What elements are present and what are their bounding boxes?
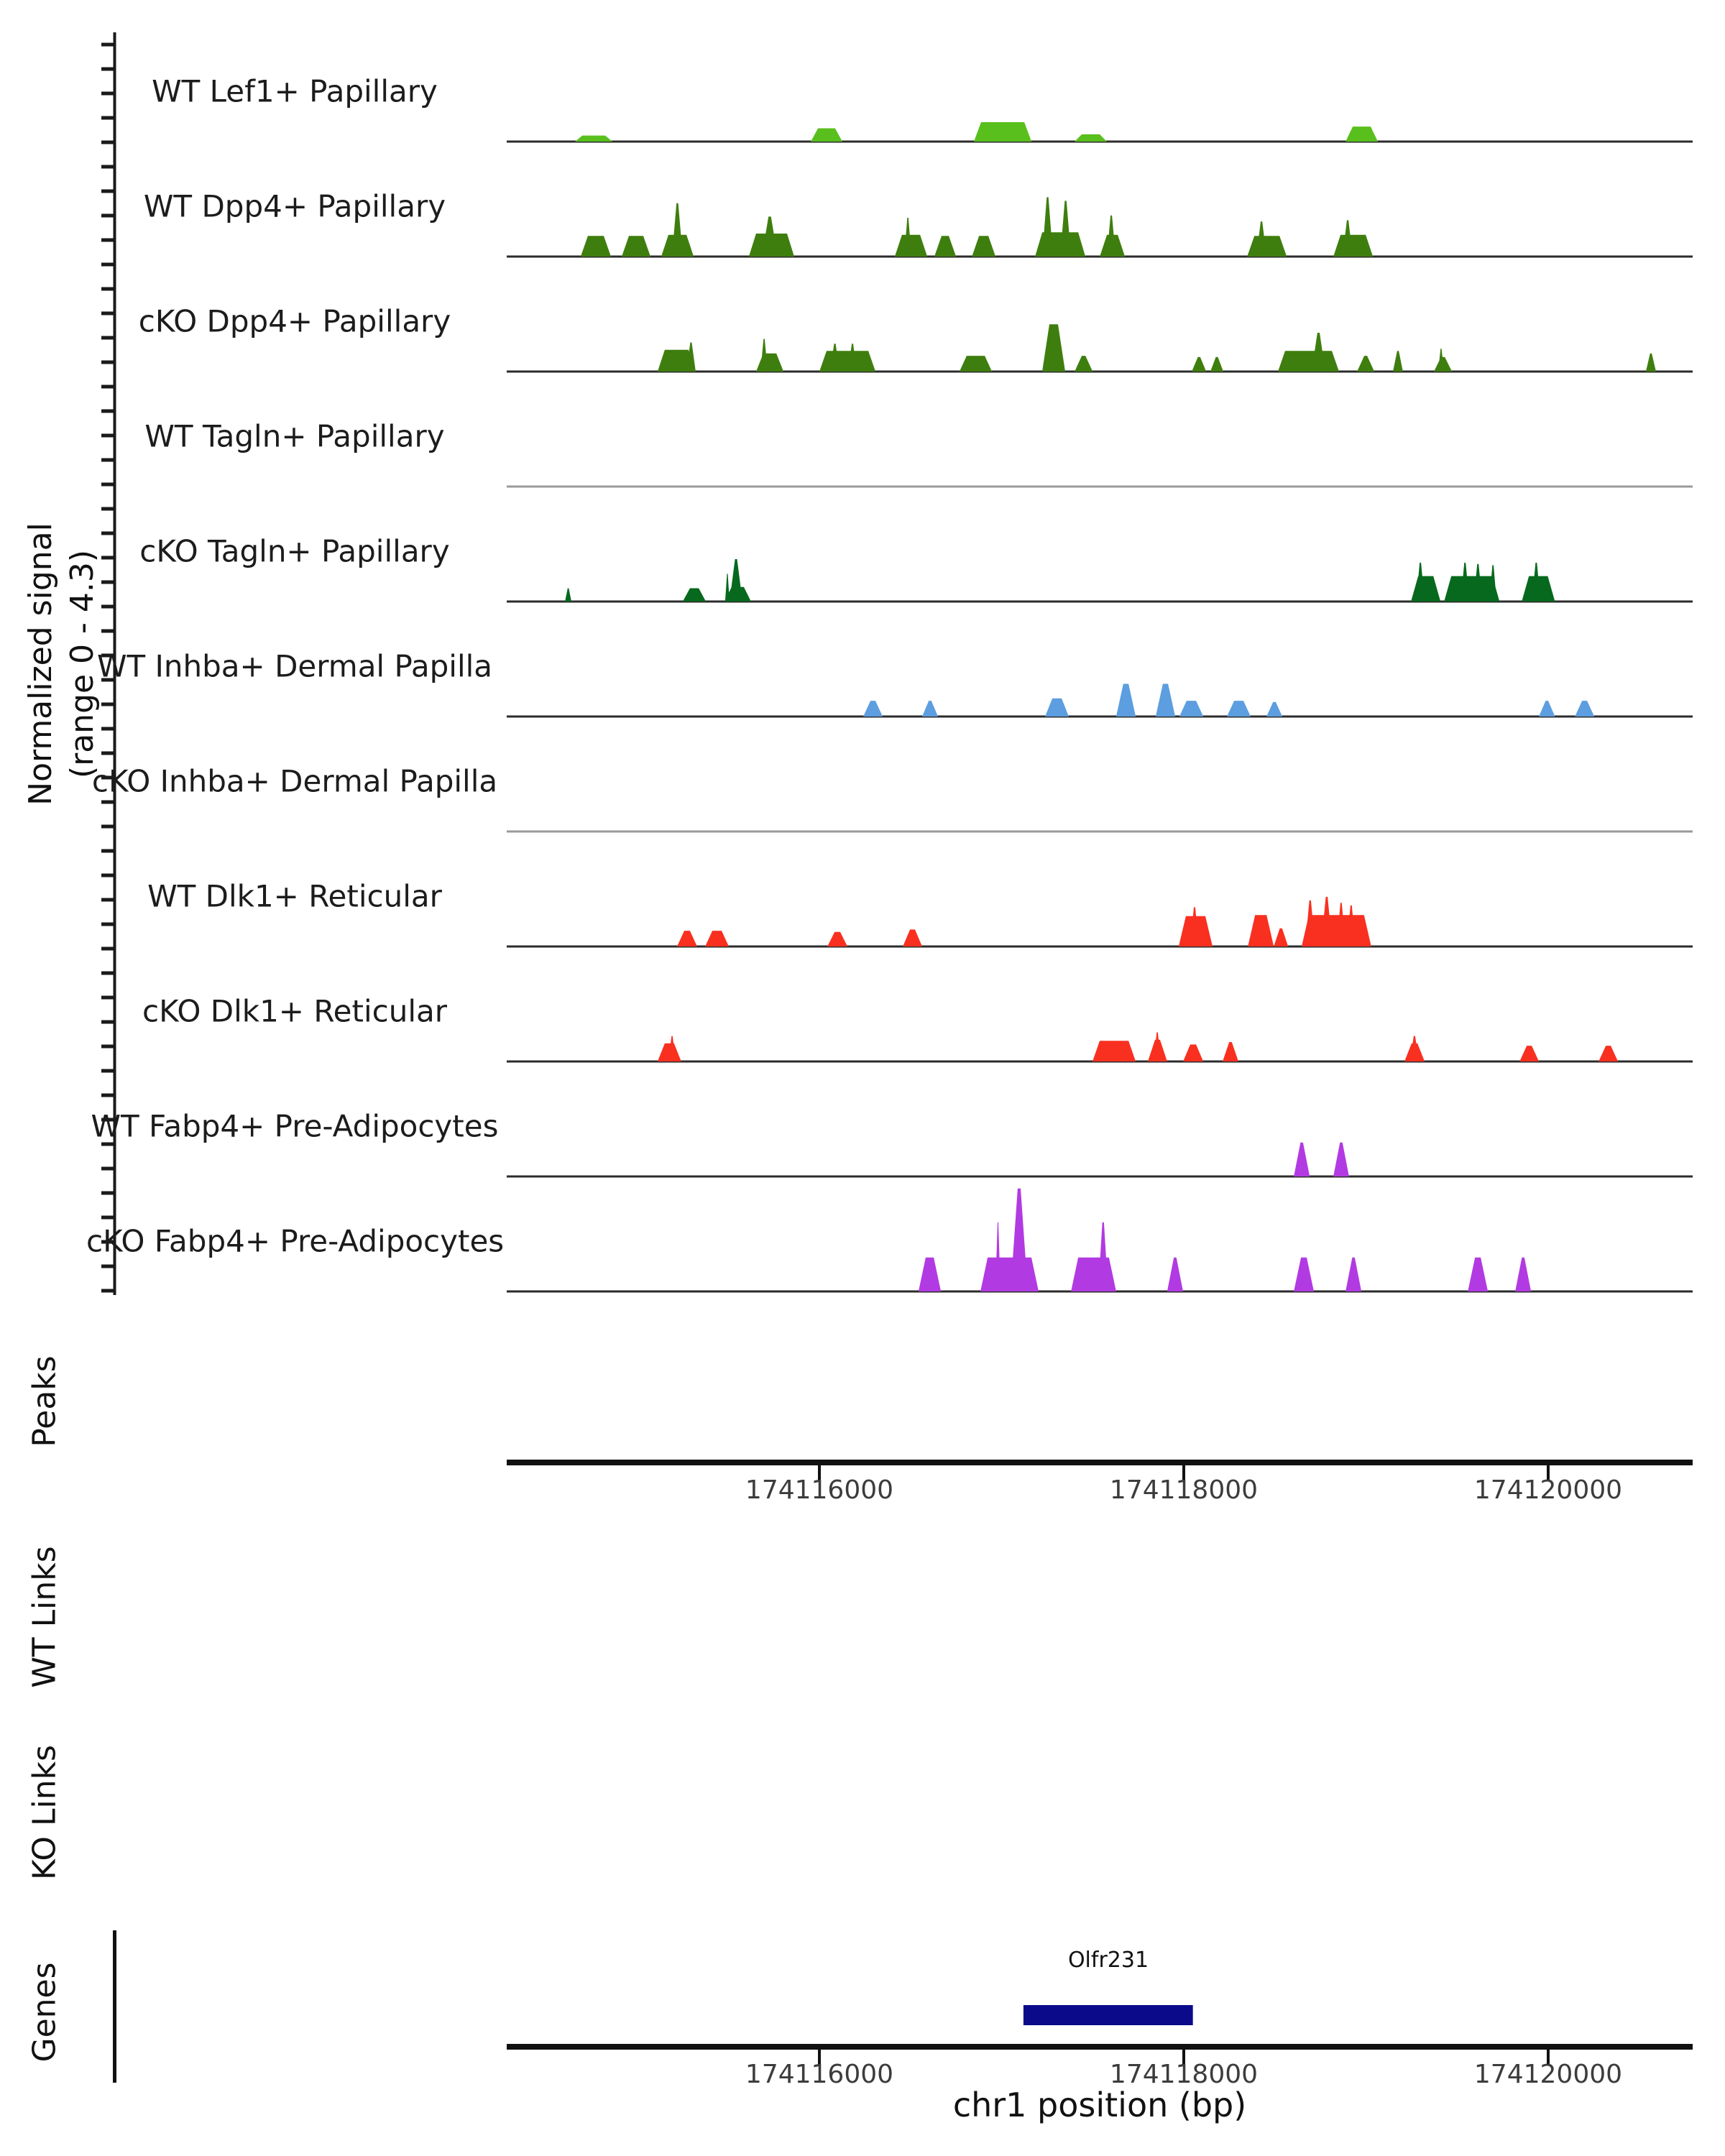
section-label-wt-links: WT Links: [26, 1546, 63, 1688]
signal-peak: [1060, 201, 1071, 257]
track-label: cKO Fabp4+ Pre-Adipocytes: [86, 1223, 505, 1259]
signal-peak: [980, 1258, 1039, 1291]
signal-peak: [1071, 1258, 1116, 1291]
signal-peak: [1227, 701, 1251, 717]
signal-peak: [575, 136, 612, 142]
signal-peak: [1156, 684, 1175, 717]
signal-peak: [1357, 356, 1374, 372]
gene-label-olfr231: Olfr231: [1067, 1948, 1149, 1973]
track-label: cKO Dlk1+ Reticular: [142, 993, 447, 1029]
signal-peak: [677, 931, 697, 946]
signal-peak: [756, 354, 783, 372]
position-axis-top-tick-label: 174118000: [1109, 1475, 1259, 1505]
track-label: WT Tagln+ Papillary: [144, 418, 445, 454]
signal-peak: [960, 356, 992, 372]
signal-peak: [1598, 1046, 1618, 1061]
signal-peak: [1266, 702, 1282, 717]
signal-peak: [1346, 126, 1378, 142]
signal-peak: [1042, 197, 1053, 257]
signal-peak: [974, 122, 1031, 142]
signal-peak: [1098, 1222, 1108, 1291]
track-label: WT Lef1+ Papillary: [152, 73, 438, 109]
signal-peak: [1411, 576, 1440, 602]
signal-peak: [1011, 1189, 1028, 1291]
signal-peak: [1247, 236, 1287, 257]
signal-peak: [1167, 1258, 1183, 1291]
signal-peak: [683, 589, 706, 602]
signal-peak: [622, 236, 650, 257]
track-label: cKO Dpp4+ Papillary: [138, 303, 451, 339]
section-label-peaks: Peaks: [26, 1355, 63, 1447]
position-axis-bottom-tick-label: 174118000: [1109, 2060, 1259, 2089]
signal-peak: [1646, 354, 1656, 372]
track-label: WT Fabp4+ Pre-Adipocytes: [91, 1108, 499, 1144]
signal-peak: [1042, 324, 1065, 372]
track-label: WT Dlk1+ Reticular: [147, 878, 442, 914]
signal-peak: [863, 701, 883, 717]
x-axis-title: chr1 position (bp): [952, 2086, 1247, 2124]
y-axis-title-line1: Normalized signal: [22, 522, 59, 806]
signal-peak: [972, 236, 995, 257]
signal-peak: [1075, 134, 1107, 142]
signal-peak: [1294, 1258, 1314, 1291]
signal-peak: [1210, 357, 1223, 372]
signal-peak: [827, 932, 847, 946]
signal-peak: [1179, 701, 1203, 717]
track-label: cKO Inhba+ Dermal Papilla: [91, 763, 498, 799]
signal-peak: [1183, 1044, 1203, 1061]
signal-peak: [1346, 1258, 1361, 1291]
signal-peak: [1116, 684, 1136, 717]
signal-peak: [1468, 1258, 1488, 1291]
signal-peak: [1045, 699, 1069, 717]
track-label: WT Inhba+ Dermal Papilla: [96, 648, 493, 684]
signal-peak: [1333, 235, 1373, 257]
position-axis-bottom-tick-label: 174116000: [745, 2060, 894, 2089]
signal-peak: [995, 1222, 1000, 1291]
signal-peak: [1294, 1143, 1310, 1176]
signal-peak: [1333, 1143, 1349, 1176]
signal-peak: [919, 1258, 941, 1291]
y-axis-title-line2: (range 0 - 4.3): [64, 549, 101, 779]
signal-peak: [1223, 1042, 1238, 1061]
signal-peak: [819, 351, 875, 372]
track-label: cKO Tagln+ Papillary: [139, 533, 450, 569]
position-axis-bottom-tick-label: 174120000: [1473, 2060, 1623, 2089]
signal-peak: [1274, 929, 1288, 946]
signal-peak: [811, 129, 842, 142]
signal-peak: [565, 589, 571, 602]
signal-peak: [1278, 351, 1339, 372]
signal-peak: [725, 573, 730, 602]
signal-peak: [1519, 1046, 1539, 1061]
signal-peak: [581, 236, 611, 257]
signal-peak: [1575, 701, 1594, 717]
signal-peak: [1092, 1041, 1136, 1061]
signal-peak: [730, 559, 742, 602]
gene-body-olfr231: [1024, 2005, 1193, 2025]
signal-peak: [705, 931, 729, 946]
signal-peak: [1539, 701, 1555, 717]
track-label: WT Dpp4+ Papillary: [143, 188, 446, 224]
signal-peak: [1515, 1258, 1531, 1291]
position-axis-top-tick-label: 174120000: [1473, 1475, 1623, 1505]
signal-peak: [922, 701, 938, 717]
signal-peak: [934, 236, 956, 257]
signal-peak: [1192, 357, 1206, 372]
position-axis-top-tick-label: 174116000: [745, 1475, 894, 1505]
signal-peak: [1393, 351, 1403, 372]
section-label-genes: Genes: [26, 1962, 63, 2063]
section-label-ko-links: KO Links: [26, 1744, 63, 1881]
signal-peak: [903, 929, 922, 946]
signal-peak: [1075, 356, 1092, 372]
signal-peak: [672, 203, 683, 257]
signal-peak: [1248, 915, 1274, 946]
